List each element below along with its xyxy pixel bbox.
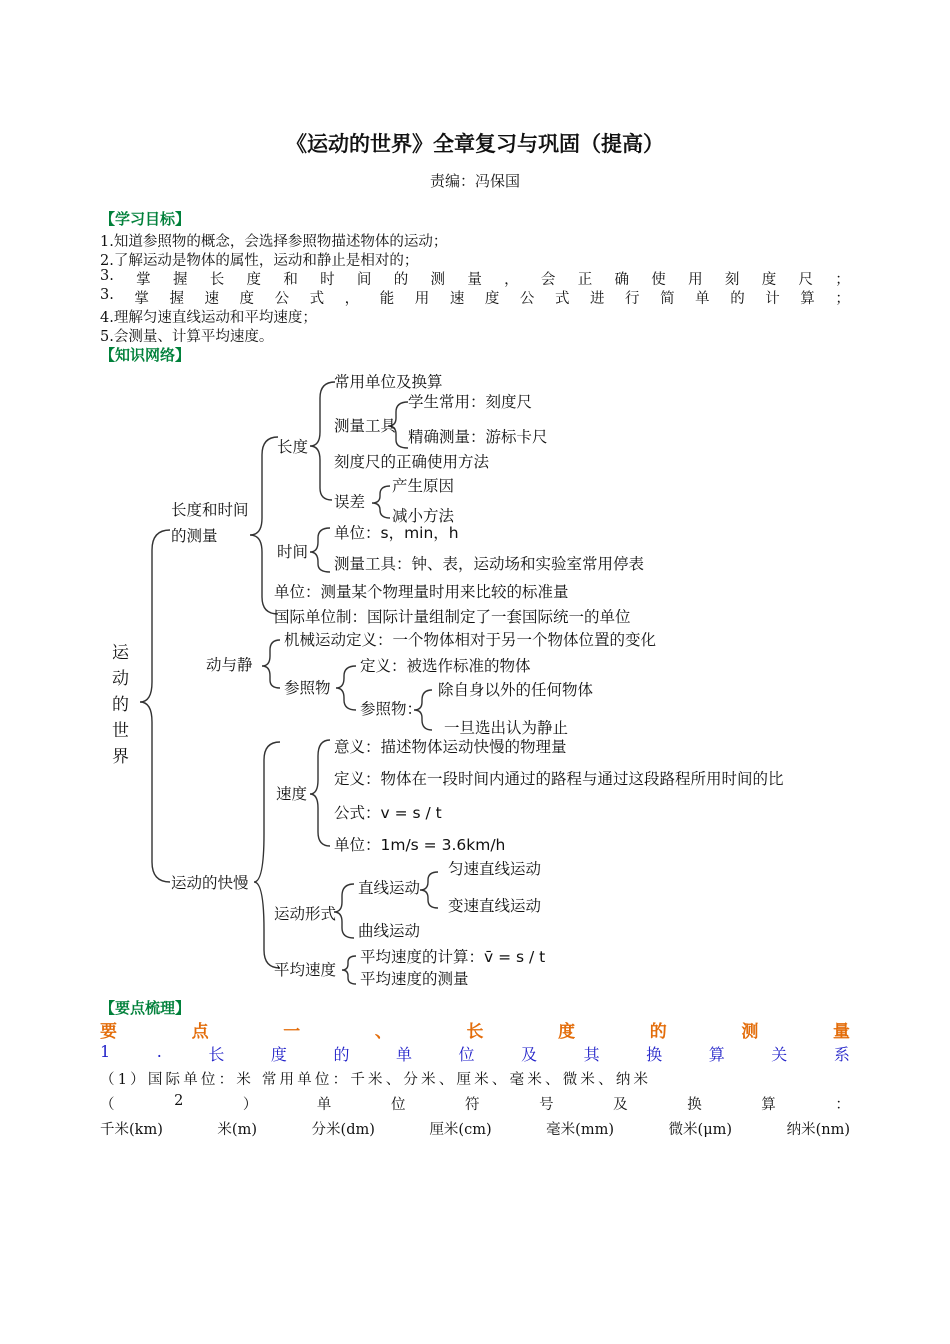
text-token: 点 [191,1022,209,1042]
document-title: 《运动的世界》全章复习与巩固（提高） [286,132,664,156]
text-token: 行 [625,291,640,307]
text-token: 长 [209,272,225,288]
text-token: 度 [761,272,777,288]
branch-measure-line1: 长度和时间 [171,501,249,519]
node-speed-definition: 定义：物体在一段时间内通过的路程与通过这段路程所用时间的比 [334,770,784,788]
text-token: 厘米(cm) [429,1122,492,1138]
node-unit-conversion: 常用单位及换算 [334,373,443,391]
text-token: 1 [100,1042,111,1061]
text-token: 掌 [136,272,151,288]
text-token: 刻 [724,272,740,288]
text-token: 掌 [134,291,149,307]
goal-line: 5.会测量、计算平均速度。 [100,329,274,345]
text-token: 的 [393,272,409,288]
text-token: 一 [283,1022,301,1042]
document-author: 责编：冯保国 [429,172,520,190]
node-average-speed: 平均速度 [274,961,337,979]
text-token: 其 [583,1045,600,1064]
node-except-self: 除自身以外的任何物体 [438,681,594,699]
text-token: 微米(μm) [668,1122,733,1138]
branch-measure-line2: 的测量 [171,527,218,545]
node-speed-formula: 公式：v = s / t [334,804,442,822]
branch-motion-rest: 动与静 [206,656,253,674]
node-tool: 测量工具 [334,417,397,435]
node-variable-motion: 变速直线运动 [448,897,542,915]
root-char: 的 [112,695,129,715]
node-correct-use: 刻度尺的正确使用方法 [334,453,490,471]
text-token: 的 [730,291,745,307]
node-average-calc: 平均速度的计算：v̄ = s / t [360,948,546,966]
node-error: 误差 [334,493,366,511]
text-token: 、 [374,1022,392,1042]
text-token: 速 [449,291,465,307]
text-token: 单 [316,1097,332,1113]
node-curve-motion: 曲线运动 [358,922,421,940]
text-token: 速 [204,291,219,307]
root-char: 运 [112,643,129,663]
text-token: 确 [614,272,629,288]
text-token: 纳米(nm) [786,1122,850,1138]
text-token: 间 [356,272,372,288]
goal-line [100,287,850,308]
text-token: 关 [771,1045,788,1064]
goal-line [100,268,850,289]
text-token: 分米(dm) [311,1122,375,1138]
text-token: 握 [172,272,188,288]
text-token: 位 [390,1097,406,1113]
root-char: 世 [112,721,129,741]
text-token: 计 [765,291,780,307]
node-reference-obj: 参照物： [360,700,423,718]
section-heading-network: 【知识网络】 [100,346,191,364]
goal-line: 1.知道参照物的概念，会选择参照物描述物体的运动； [100,234,448,250]
keypoint-units-row [100,1118,850,1139]
root-char: 界 [112,747,129,767]
node-speed: 速度 [276,785,308,803]
node-considered-still: 一旦选出认为静止 [444,719,569,737]
text-token: 和 [283,272,298,288]
text-token: 单 [395,1045,412,1064]
text-token: 系 [833,1045,850,1064]
node-student-ruler: 学生常用：刻度尺 [408,393,533,411]
text-token: 位 [458,1045,475,1064]
text-token: 量 [467,272,482,288]
text-token: 单 [695,291,710,307]
text-token: 用 [414,291,430,307]
text-token: 度 [246,272,262,288]
text-token: 换 [646,1045,663,1064]
text-token: 要 [100,1022,117,1042]
text-token: 及 [521,1045,538,1064]
text-token: 千米(km) [100,1122,163,1138]
text-token: 度 [270,1045,287,1064]
text-token: 使 [651,272,666,288]
text-token: 长 [466,1022,484,1042]
node-si: 国际单位制：国际计量组制定了一套国际统一的单位 [274,608,631,626]
text-token: 正 [577,272,593,288]
text-token: 进 [590,291,605,307]
text-token: 简 [660,291,675,307]
node-uniform-motion: 匀速直线运动 [448,860,542,878]
text-token: 算 [708,1045,725,1064]
node-speed-unit: 单位：1m/s = 3.6km/h [334,836,506,854]
text-token: ； [835,291,850,307]
text-token: 能 [379,291,395,307]
section-heading-goals: 【学习目标】 [100,210,191,228]
text-token: 测 [430,272,446,288]
text-token: 算 [800,291,815,307]
text-token: 度 [558,1022,576,1042]
keypoint-line [100,1093,850,1114]
node-reference-def: 定义：被选作标准的物体 [360,657,531,675]
text-token: 度 [484,291,500,307]
node-mechanical-motion: 机械运动定义：一个物体相对于另一个物体位置的变化 [284,631,657,649]
text-token: ， [504,272,519,288]
section-heading-keypoints: 【要点梳理】 [100,999,191,1017]
node-time: 时间 [277,543,309,561]
text-token: 用 [688,272,703,288]
text-token: ） [242,1097,258,1113]
text-token: 毫米(mm) [546,1122,614,1138]
node-unit-definition: 单位：测量某个物理量时用来比较的标准量 [274,583,569,601]
node-length: 长度 [277,438,309,456]
text-token: ， [344,291,360,307]
text-token: 量 [833,1022,850,1042]
node-vernier: 精确测量：游标卡尺 [408,428,548,446]
text-token: 换 [687,1097,702,1113]
text-token: 符 [465,1097,480,1113]
branch-speed: 运动的快慢 [171,874,249,892]
node-average-measure: 平均速度的测量 [360,970,469,988]
keypoint-subheading [100,1042,850,1065]
text-token: 公 [274,291,290,307]
node-time-tool: 测量工具：钟、表，运动场和实验室常用停表 [334,555,645,573]
keypoint-heading [100,1017,850,1042]
text-token: 的 [649,1022,667,1042]
text-token: 2 [174,1093,184,1109]
node-time-unit: 单位：s，min，h [334,524,459,542]
goal-line: 4.理解匀速直线运动和平均速度； [100,310,317,326]
text-token: 尺 [798,272,813,288]
node-error-cause: 产生原因 [392,477,455,495]
node-motion-forms: 运动形式 [274,905,337,923]
node-speed-meaning: 意义：描述物体运动快慢的物理量 [334,738,567,756]
text-token: 3. [100,268,114,284]
knowledge-network-diagram [0,360,950,1000]
text-token: 测 [741,1022,759,1042]
text-token: 会 [540,272,556,288]
node-error-reduce: 减小方法 [392,507,455,525]
goal-line: 2.了解运动是物体的属性，运动和静止是相对的； [100,253,419,269]
text-token: 及 [613,1097,628,1113]
node-straight-motion: 直线运动 [358,879,421,897]
text-token: 3. [100,287,114,303]
text-token: 公 [519,291,535,307]
text-token: ； [835,272,850,288]
text-token: 号 [539,1097,554,1113]
text-token: . [156,1042,162,1061]
text-token: （ [100,1097,115,1113]
text-token: 的 [333,1045,350,1064]
text-token: 度 [239,291,255,307]
root-char: 动 [112,669,129,689]
text-token: 长 [208,1045,225,1064]
keypoint-line: （1）国际单位：米 常用单位：千米、分米、厘米、毫米、微米、纳米 [100,1072,652,1088]
text-token: 式 [554,291,570,307]
text-token: 时 [320,272,335,288]
text-token: 米(m) [217,1122,257,1138]
text-token: ： [835,1097,850,1113]
node-reference: 参照物 [284,679,331,697]
text-token: 式 [309,291,325,307]
text-token: 握 [169,291,184,307]
text-token: 算 [761,1097,776,1113]
